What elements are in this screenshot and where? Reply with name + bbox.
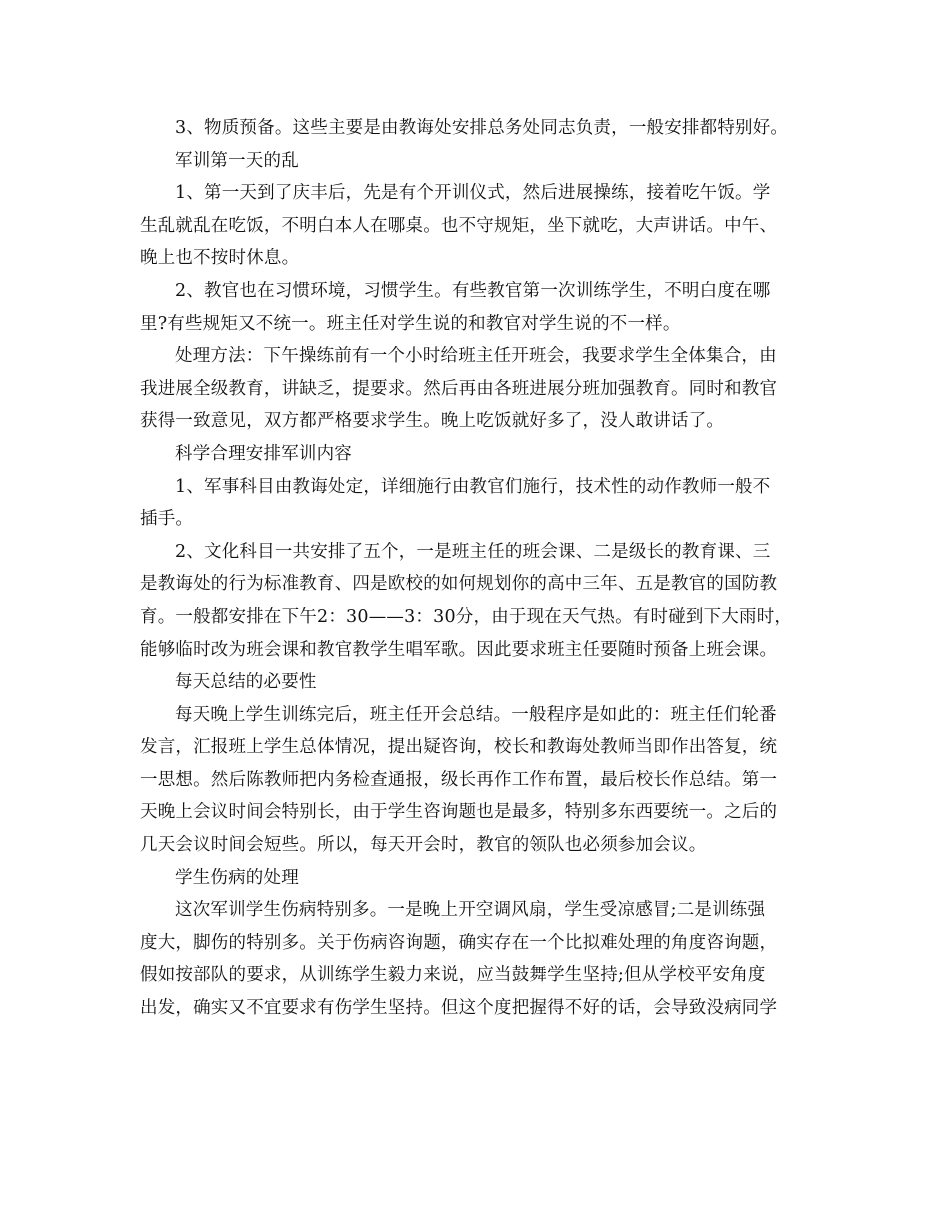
text-line: 插手。 [140, 509, 194, 530]
text-line: 处理方法：下午操练前有一个小时给班主任开班会，我要求学生全体集合，由 [175, 346, 777, 367]
text-line: 3、物质预备。这些主要是由教诲处安排总务处同志负责，一般安排都特别好。 [175, 118, 789, 138]
text-line: 假如按部队的要求，从训练学生毅力来说，应当鼓舞学生坚持;但从学校平安角度 [140, 965, 766, 986]
text-line: 每天总结的必要性 [175, 672, 317, 693]
text-line: 一思想。然后陈教师把内务检查通报，级长再作工作布置，最后校长作总结。第一 [140, 769, 778, 790]
text-line: 1、第一天到了庆丰后，先是有个开训仪式，然后进展操练，接着吃午饭。学 [175, 183, 771, 204]
text-line: 出发，确实又不宜要求有伤学生坚持。但这个度把握得不好的话，会导致没病同学 [140, 998, 778, 1019]
text-line: 能够临时改为班会课和教官教学生唱军歌。因此要求班主任要随时预备上班会课。 [140, 639, 778, 660]
text-line: 里?有些规矩又不统一。班主任对学生说的和教官对学生说的不一样。 [140, 313, 681, 334]
text-line: 2、文化科目一共安排了五个，一是班主任的班会课、二是级长的教育课、三 [175, 541, 771, 562]
text-line: 每天晚上学生训练完后，班主任开会总结。一般程序是如此的：班主任们轮番 [175, 704, 777, 725]
text-line: 军训第一天的乱 [175, 150, 299, 171]
text-line: 生乱就乱在吃饭，不明白本人在哪桌。也不守规矩，坐下就吃，大声讲话。中午、 [140, 215, 778, 236]
text-line: 1、军事科目由教诲处定，详细施行由教官们施行，技术性的动作教师一般不 [175, 476, 771, 497]
text-line: 学生伤病的处理 [175, 867, 299, 888]
text-line: 天晚上会议时间会特别长，由于学生咨询题也是最多，特别多东西要统一。之后的 [140, 802, 778, 823]
text-line: 晚上也不按时休息。 [140, 248, 300, 269]
text-line: 是教诲处的行为标准教育、四是欧校的如何规划你的高中三年、五是教官的国防教 [140, 574, 778, 595]
text-line: 几天会议时间会短些。所以，每天开会时，教官的领队也必须参加会议。 [140, 835, 707, 856]
text-line: 我进展全级教育，讲缺乏，提要求。然后再由各班进展分班加强教育。同时和教官 [140, 378, 778, 399]
text-line: 获得一致意见，双方都严格要求学生。晚上吃饭就好多了，没人敢讲话了。 [140, 411, 725, 432]
text-line: 度大，脚伤的特别多。关于伤病咨询题，确实存在一个比拟难处理的角度咨询题， [140, 932, 778, 953]
text-line: 育。一般都安排在下午2：30——3：30分，由于现在天气热。有时碰到下大雨时， [140, 606, 793, 627]
text-line: 科学合理安排军训内容 [175, 443, 352, 464]
text-line: 这次军训学生伤病特别多。一是晚上开空调风扇，学生受凉感冒;二是训练强 [175, 900, 766, 921]
text-line: 发言，汇报班上学生总体情况，提出疑咨询，校长和教诲处教师当即作出答复，统 [140, 737, 778, 758]
document-body [140, 112, 812, 1025]
text-line: 2、教官也在习惯环境，习惯学生。有些教官第一次训练学生，不明白度在哪 [175, 280, 771, 301]
